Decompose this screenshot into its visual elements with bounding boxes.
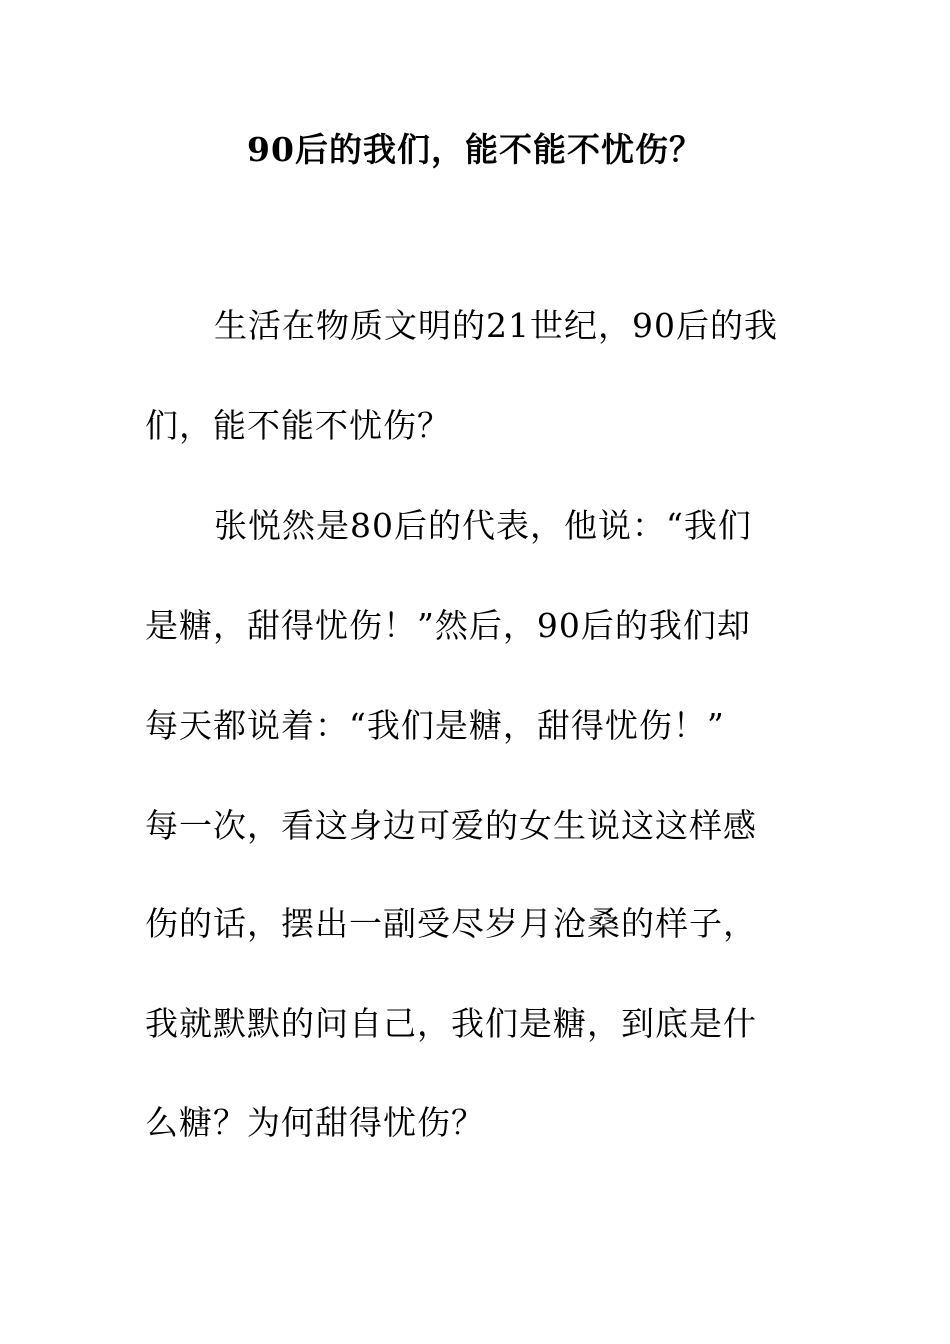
paragraph-2-line-4: 每一次，看这身边可爱的女生说这这样感 [145,806,757,845]
paragraph-1-line-1: 生活在物质文明的21世纪，90后的我 [214,306,778,345]
paragraph-2-line-1: 张悦然是80后的代表，他说：“我们 [214,506,752,545]
paragraph-2-line-3: 每天都说着：“我们是糖，甜得忧伤！” [145,706,725,745]
paragraph-2-line-2: 是糖，甜得忧伤！”然后，90后的我们却 [145,606,751,645]
paragraph-2-line-6: 我就默默的问自己，我们是糖，到底是什 [145,1004,757,1043]
paragraph-2-line-5: 伤的话，摆出一副受尽岁月沧桑的样子， [145,904,757,943]
paragraph-2-line-7: 么糖？为何甜得忧伤？ [145,1103,485,1142]
paragraph-1-line-2: 们，能不能不忧伤？ [145,406,451,445]
document-title: 90后的我们，能不能不忧伤？ [247,130,703,169]
